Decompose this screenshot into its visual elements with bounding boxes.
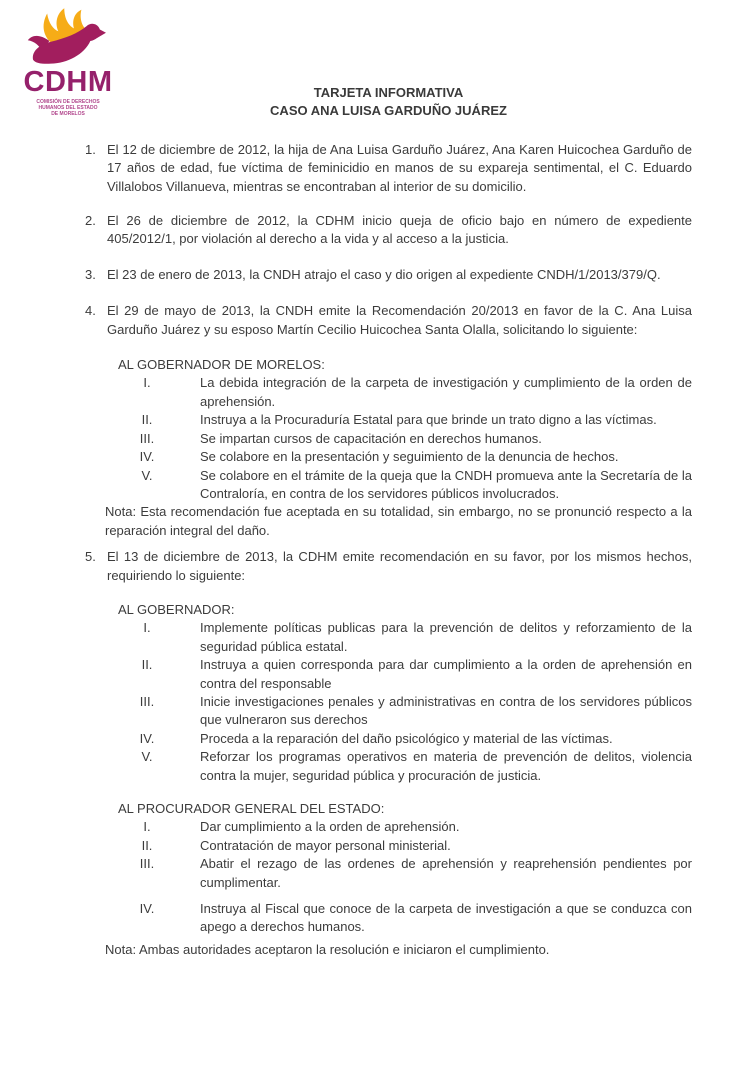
roman-numeral: III. xyxy=(139,430,155,446)
roman-item xyxy=(118,855,692,892)
note-recomendacion: Nota: Esta recomendación fue aceptada en su totalidad, sin embargo, no se pronunció respecto a la reparación integral del daño. xyxy=(105,504,692,538)
document-title xyxy=(85,0,692,121)
section-header: AL PROCURADOR GENERAL DEL ESTADO: xyxy=(118,801,385,816)
item-text: El 26 de diciembre de 2012, la CDHM inicio queja de oficio bajo en número de expediente 405/2012/1, por violación al derecho a la vida y al acceso a la justicia. xyxy=(107,213,692,247)
title-line-1: TARJETA INFORMATIVA xyxy=(313,85,464,100)
roman-text: Inicie investigaciones penales y administrativas en contra de los servidores públicos que vulneraron sus derechos xyxy=(200,693,692,728)
roman-item xyxy=(118,730,692,748)
roman-numeral: IV. xyxy=(139,901,155,917)
roman-item xyxy=(118,467,692,504)
roman-numeral: III. xyxy=(139,856,155,872)
roman-text: Instruya al Fiscal que conoce de la carpeta de investigación a que se conduzca con apego a derechos humanos. xyxy=(200,901,692,935)
item-number: 1. xyxy=(85,141,96,157)
roman-item xyxy=(118,818,692,836)
section-gobernador-morelos xyxy=(118,356,692,503)
item-text: El 29 de mayo de 2013, la CNDH emite la Recomendación 20/2013 en favor de la C. Ana Luisa Garduño Juárez y su esposo Martín Cecilio Huicochea Santa Olalla, solicitando lo siguiente: xyxy=(107,303,692,337)
roman-item xyxy=(118,430,692,448)
roman-item xyxy=(118,748,692,785)
roman-numeral: II. xyxy=(141,657,153,673)
roman-numeral: V. xyxy=(141,749,153,765)
section-header: AL GOBERNADOR DE MORELOS: xyxy=(118,357,325,373)
roman-item xyxy=(118,693,692,730)
roman-item xyxy=(118,900,692,937)
logo-org-line: HUMANOS DEL ESTADO xyxy=(38,105,98,111)
logo-org-line: COMISIÓN DE DERECHOS xyxy=(36,99,100,105)
roman-text: Reforzar los programas operativos en materia de prevención de delitos, violencia contra la mujer, seguridad pública y procuración de justicia. xyxy=(200,749,692,783)
roman-numeral: IV. xyxy=(139,730,155,746)
logo-org-line: DE MORELOS xyxy=(51,111,85,117)
item-text: El 13 de diciembre de 2013, la CDHM emite recomendación en su favor, por los mismos hechos, requiriendo lo siguiente: xyxy=(107,549,692,583)
logo-acronym: CDHM xyxy=(23,66,113,98)
section-header: AL GOBERNADOR: xyxy=(118,601,235,617)
note-cumplimiento: Nota: Ambas autoridades aceptaron la resolución e iniciaron el cumplimiento. xyxy=(105,941,550,957)
roman-numeral: I. xyxy=(143,620,151,636)
roman-text: Abatir el rezago de las ordenes de aprehensión y reaprehensión pendientes por cumplimentar. xyxy=(200,856,692,890)
cdhm-logo xyxy=(22,6,114,117)
item-text: El 12 de diciembre de 2012, la hija de Ana Luisa Garduño Juárez, Ana Karen Huicochea Garduño de 17 años de edad, fue víctima de feminicidio en manos de su expareja sentimental, el C. Eduardo Villalobos Villanueva, mientras se encontraban al interior de su domicilio. xyxy=(107,141,692,194)
item-number: 2. xyxy=(85,213,96,229)
numbered-item-4 xyxy=(85,302,692,339)
roman-numeral: II. xyxy=(141,837,153,853)
roman-text: Implemente políticas publicas para la prevención de delitos y reforzamiento de la seguridad pública estatal. xyxy=(200,620,692,654)
roman-item xyxy=(118,374,692,411)
roman-text: Instruya a la Procuraduría Estatal para que brinde un trato digno a las víctimas. xyxy=(200,412,657,428)
roman-numeral: IV. xyxy=(139,449,155,465)
numbered-item-2 xyxy=(85,212,692,249)
roman-text: Contratación de mayor personal ministerial. xyxy=(200,837,451,853)
roman-text: La debida integración de la carpeta de investigación y cumplimiento de la orden de aprehensión. xyxy=(200,375,692,409)
section-procurador xyxy=(118,800,692,937)
roman-item xyxy=(118,837,692,855)
roman-text: Se colabore en la presentación y seguimiento de la denuncia de hechos. xyxy=(200,449,619,465)
roman-numeral: V. xyxy=(141,467,153,483)
roman-numeral: II. xyxy=(141,412,153,428)
item-number: 5. xyxy=(85,549,96,565)
roman-numeral: III. xyxy=(139,693,155,709)
roman-item xyxy=(118,448,692,466)
roman-item xyxy=(118,619,692,656)
roman-numeral: I. xyxy=(143,819,151,835)
numbered-item-3 xyxy=(85,266,692,284)
numbered-item-5 xyxy=(85,548,692,585)
roman-text: Se colabore en el trámite de la queja que la CNDH promueva ante la Secretaría de la Contraloría, en contra de los servidores públicos involucrados. xyxy=(200,467,692,501)
roman-text: Dar cumplimiento a la orden de aprehensión. xyxy=(200,819,460,835)
item-number: 4. xyxy=(85,303,96,319)
roman-text: Instruya a quien corresponda para dar cumplimiento a la orden de aprehensión en contra del responsable xyxy=(200,657,692,691)
numbered-item-1 xyxy=(85,141,692,196)
section-gobernador xyxy=(118,601,692,785)
roman-numeral: I. xyxy=(143,375,151,391)
title-line-2: CASO ANA LUISA GARDUÑO JUÁREZ xyxy=(270,103,507,119)
item-number: 3. xyxy=(85,266,96,282)
roman-item xyxy=(118,656,692,693)
roman-item xyxy=(118,411,692,429)
logo-org-name xyxy=(22,99,114,117)
dove-icon xyxy=(22,6,114,70)
roman-text: Se impartan cursos de capacitación en derechos humanos. xyxy=(200,430,542,446)
roman-text: Proceda a la reparación del daño psicológico y material de las víctimas. xyxy=(200,730,613,746)
item-text: El 23 de enero de 2013, la CNDH atrajo el caso y dio origen al expediente CNDH/1/2013/379/Q. xyxy=(107,266,661,282)
